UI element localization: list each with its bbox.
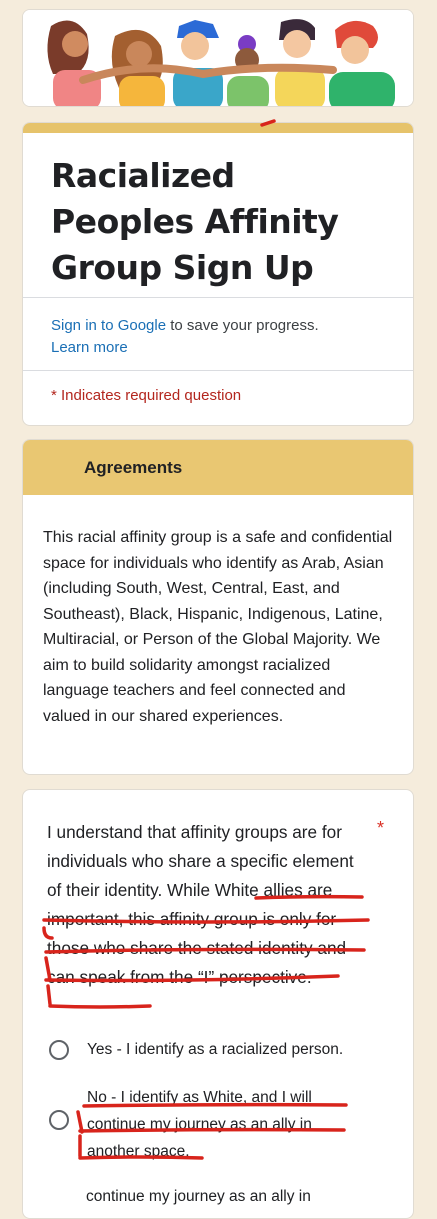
section-title: Agreements xyxy=(23,440,413,495)
option-label: Yes - I identify as a racialized person. xyxy=(87,1041,344,1058)
option-yes[interactable] xyxy=(49,1038,347,1062)
option-no[interactable] xyxy=(49,1084,337,1165)
accent-bar xyxy=(23,123,413,133)
form-title: Racialized Peoples Affinity Group Sign Up xyxy=(51,156,339,287)
learn-more-link[interactable]: Learn more xyxy=(51,339,128,356)
radio-button[interactable] xyxy=(49,1110,69,1130)
question-text: I understand that affinity groups are for individuals who share a specific element of their identity. While White allies are important, this affinity group is only for those who share the stated identity and can speak from the “I” perspective. xyxy=(47,822,354,987)
divider xyxy=(23,370,413,371)
signin-text: to save your progress. xyxy=(166,317,319,334)
signin-prompt xyxy=(51,315,319,359)
option-label: No - I identify as White, and I will continue my journey as an ally in another space. xyxy=(87,1089,312,1160)
header-banner xyxy=(22,9,414,107)
required-asterisk: * xyxy=(377,818,385,838)
signin-link[interactable]: Sign in to Google xyxy=(51,317,167,334)
form-title-card xyxy=(22,122,414,426)
radio-button[interactable] xyxy=(49,1040,69,1060)
group-hug-illustration xyxy=(23,10,414,107)
section-card xyxy=(22,439,414,775)
question-card xyxy=(22,789,414,1219)
required-note: * Indicates required question xyxy=(51,387,242,404)
cut-off-text: continue my journey as an ally in xyxy=(86,1188,311,1205)
section-description: This racial affinity group is a safe and confidential space for individuals who identify as Arab, Asian (including South, West, Central, East, and Southeast), Black, Hispanic, Indigenous, Latine, Multiracial, or Person of the Global Majority. We aim to build solidarity amongst racialized language teachers and feel connected and valued in our shared experiences. xyxy=(43,529,393,725)
divider xyxy=(23,297,413,298)
